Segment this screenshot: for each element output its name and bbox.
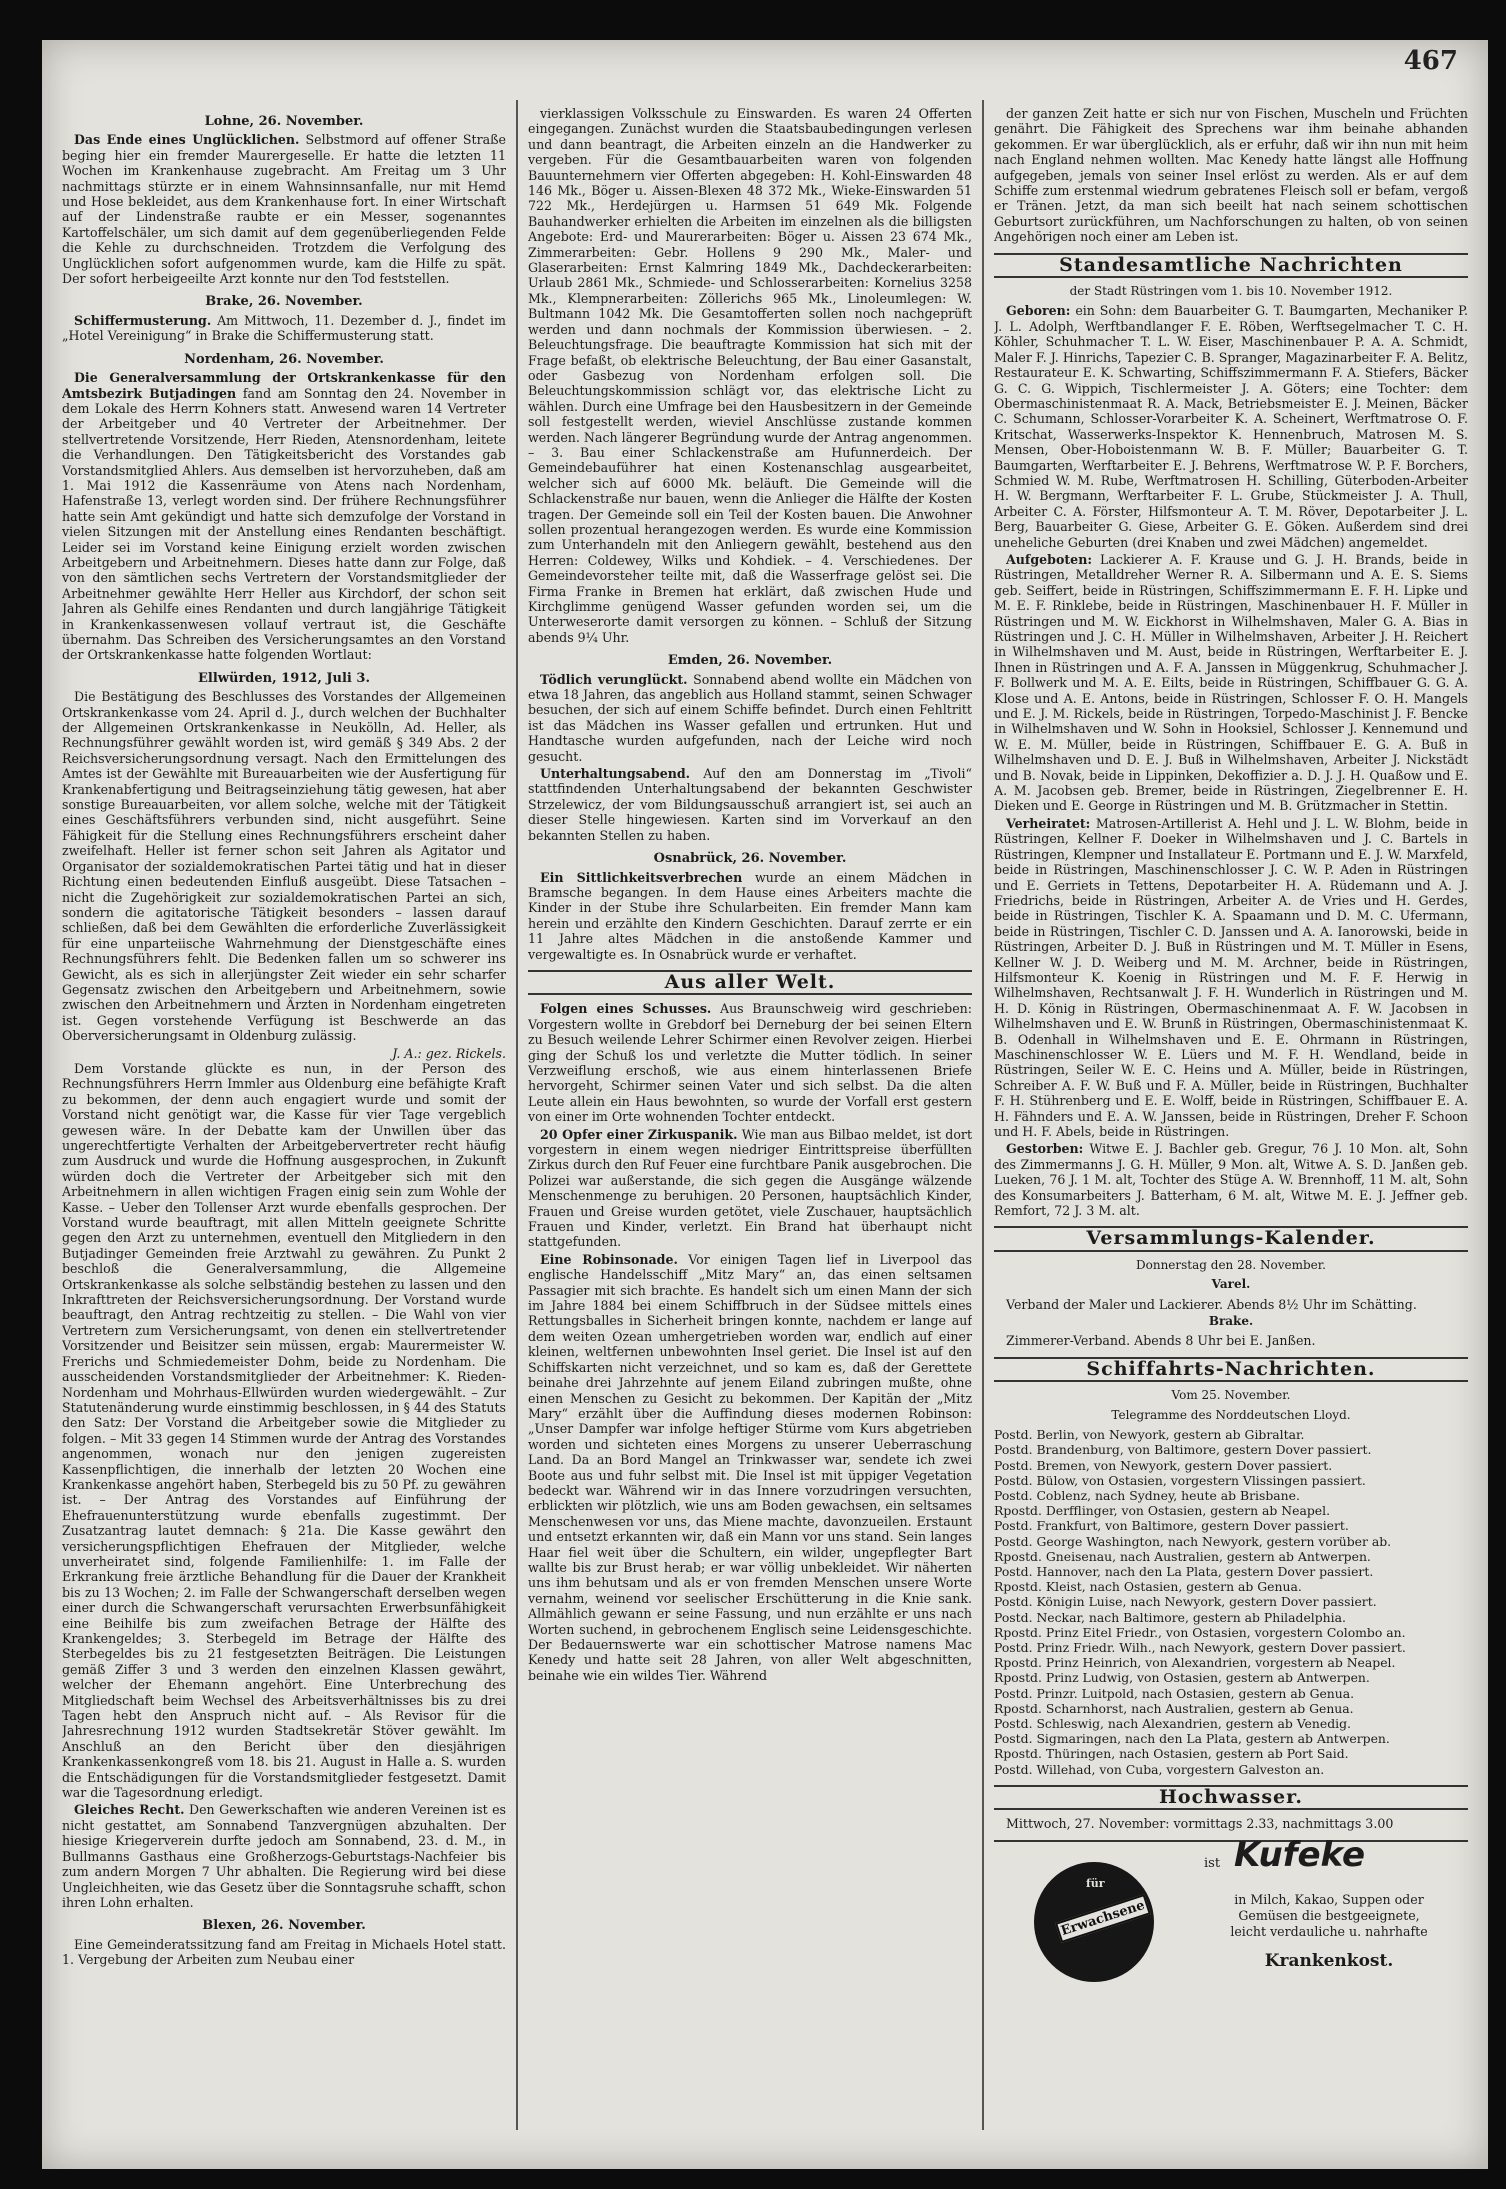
kufeke-advertisement: [994, 1834, 1468, 1982]
article-paragraph: [528, 1252, 972, 1683]
article-text: vierklassigen Volksschule zu Einswarden. Es waren 24 Offerten eingegangen. Zunächst wurden die Staatsbaubedingungen verlesen und dann beantragt, die Arbeiten einzeln an die Handwerker zu vergeben. Für die Gesamtbauarbeiten waren von folgenden Bauunternehmern vier Offerten abgegeben: H. Kohl-Einswarden 48 146 Mk., Böger u. Aissen-Blexen 48 372 Mk., Wieke-Einswarden 51 722 Mk., Herdejürgen u. Harmsen 51 649 Mk. Folgende Bauhandwerker erhielten die Arbeiten im einzelnen als die billigsten Angebote: Erd- und Maurerarbeiten: Böger u. Aissen 23 674 Mk., Zimmerarbeiten: Gebr. Hollens 9 290 Mk., Maler- und Glaserarbeiten: Ernst Kalmring 1849 Mk., Dachdeckerarbeiten: Urlaub 2861 Mk., Schmiede- und Schlosserarbeiten: Kornelius 3258 Mk., Klempnerarbeiten: Zöllerichs 965 Mk., Linoleumlegen: W. Bultmann 1042 Mk. Die Gesamtofferten sollen noch nachgeprüft werden und dann nochmals der Kommission überwiesen. – 2. Beleuchtungsfrage. Die beauftragte Kommission hat sich mit der Frage befaßt, ob elektrische Beleuchtung, der Bau einer Gasanstalt, oder Gasbezug von Nordenham erfolgen soll. Die Beleuchtungskommission schlägt vor, das elektrische Licht zu wählen. Durch eine Umfrage bei den Hausbesitzern in der Gemeinde soll festgestellt werden, wieviel Anschlüsse zustande kommen werden. Nach längerer Begründung wurde der Antrag angenommen. – 3. Bau einer Schlackenstraße am Hufunnerdeich. Der Gemeindebauführer hat einen Kostenanschlag ausgearbeitet, welcher sich auf 6000 Mk. beläuft. Die Gemeinde will die Schlackenstraße nur bauen, wenn die Anlieger die Hälfte der Kosten tragen. Der Gemeinde soll ein Teil der Kosten bauen. Die Anwohner sollen prozentual herangezogen werden. Es wurde eine Kommission zum Unterhandeln mit den Anliegern gewählt, bestehend aus den Herren: Coldewey, Wilks und Kohdiek. – 4. Verschiedenes. Der Gemeindevorsteher teilte mit, daß die Wasserfrage gelöst sei. Die Firma Franke in Bremen hat erklärt, daß zwischen Hude und Kirchglimme genügend Wasser gefunden worden sei, um die Unterweserorte damit versorgen zu können. – Schluß der Sitzung abends 9¼ Uhr.: [528, 106, 972, 645]
column-rule-1: [516, 100, 518, 2130]
article-headline: Gleiches Recht.: [74, 1802, 185, 1818]
subheading: Donnerstag den 28. November.: [1136, 1257, 1326, 1272]
ship-entry: Postd. Brandenburg, von Baltimore, gestern Dover passiert.: [994, 1442, 1372, 1458]
article-text: Sonnabend abend wollte ein Mädchen von etwa 18 Jahren, das angeblich aus Holland stammt, seinen Schwager besuchen, der sich auf einem Schiffe befindet. Durch einen Fehltritt ist das Mädchen ins Wasser gefallen und ertrunken. Hut und Handtasche wurden aufgefunden, nach der Leiche wird noch gesucht.: [528, 671, 972, 764]
article-text: Wie man aus Bilbao meldet, ist dort vorgestern in einem wegen niedriger Eintrittspreise überfüllten Zirkus durch den Ruf Feuer eine furchtbare Panik ausgebrochen. Die Polizei war außerstande, die sich gegen die Ausgänge wälzende Menschenmenge zu beruhigen. 20 Personen, hauptsächlich Kinder, Frauen und Greise wurden getötet, viele Zuschauer, hauptsächlich Frauen und Kinder, verletzt. Ein Brand hat überhaupt nicht stattgefunden.: [528, 1126, 972, 1250]
article-text: wurde an einem Mädchen in Bramsche begangen. In dem Hause eines Arbeiters machte die Kinder in der Stube ihre Schularbeiten. Ein fremder Mann kam herein und erzählte den Kindern Geschichten. Darauf zerrte er ein 11 Jahre altes Mädchen in die anstoßende Kammer und vergewaltigte es. In Osnabrück wurde er verhaftet.: [528, 869, 972, 962]
ship-entry: Postd. Sigmaringen, nach den La Plata, gestern ab Antwerpen.: [994, 1731, 1390, 1747]
section-heading: Schiffahrts-Nachrichten.: [994, 1357, 1468, 1382]
article-paragraph: [528, 766, 972, 843]
ship-entry: Rpostd. Scharnhorst, nach Australien, gestern ab Genua.: [994, 1700, 1354, 1716]
article-paragraph: [994, 1141, 1468, 1218]
ship-entry: Postd. Hannover, nach den La Plata, gestern Dover passiert.: [994, 1563, 1374, 1579]
article-paragraph: [62, 689, 506, 1043]
article-text: Lackierer A. F. Krause und G. J. H. Brands, beide in Rüstringen, Metalldreher Werner R. A. Silbermann und A. E. S. Siems geb. Seiffert, beide in Rüstringen, Schiffszimmermann E. F. H. Lipke und M. E. F. Rinklebe, beide in Rüstringen, Maschinenbauer H. F. Müller in Rüstringen und M. W. Eickhorst in Wilhelmshaven, Maler G. A. Bias in Rüstringen und J. C. H. Müller in Wilhelmshaven, Arbeiter J. H. Reichert in Wilhelmshaven und M. Aust, beide in Rüstringen, Werftarbeiter E. J. Ihnen in Rüstringen und A. F. A. Janssen in Müggenkrug, Schuhmacher J. F. Bollwerk und M. A. E. Eilts, beide in Rüstringen, Schiffbauer G. G. A. Klose und A. E. Antons, beide in Rüstringen, Schlosser F. O. H. Mangels und E. J. M. Rickels, beide in Rüstringen, Torpedo-Maschinist J. F. Bencke in Wilhelmshaven und W. Sohn in Hooksiel, Schlosser J. Kennemund und W. E. M. Müller, beide in Rüstringen, Schiffbauer E. G. A. Buß in Wilhelmshaven und D. E. J. Buß in Wilhelmshaven, Arbeiter J. Nickstädt und B. Novak, beide in Lippinken, Dekoffizier a. D. J. J. H. Quaßow und E. A. M. Jacobsen geb. Bremer, beide in Rüstringen, Ziegelbrenner E. H. Dieken und E. George in Rüstringen und M. B. Grützmacher in Stettin.: [994, 551, 1468, 814]
ad-brand: Kufeke: [1234, 1834, 1366, 1875]
ad-fuer: für: [1086, 1876, 1105, 1890]
section-heading: Versammlungs-Kalender.: [994, 1226, 1468, 1251]
notice-line: Zimmerer-Verband. Abends 8 Uhr bei E. Janßen.: [1006, 1333, 1316, 1349]
article-text: Am Mittwoch, 11. Dezember d. J., findet im „Hotel Vereinigung“ in Brake die Schiffermusterung statt.: [62, 312, 506, 344]
article-headline: Die Generalversammlung der Ortskrankenkasse für den Amtsbezirk Butjadingen: [62, 370, 506, 401]
ship-entry: Postd. Prinz Friedr. Wilh., nach Newyork, gestern Dover passiert.: [994, 1639, 1406, 1655]
column-2: [528, 106, 972, 2166]
signature: J. A.: gez. Rickels.: [392, 1045, 506, 1061]
subheading: der Stadt Rüstringen vom 1. bis 10. November 1912.: [1069, 284, 1393, 299]
article-paragraph: [62, 313, 506, 344]
article-paragraph: [994, 816, 1468, 1140]
article-text: Selbstmord auf offener Straße beging hier ein fremder Maurergeselle. Er hatte die letzten 11 Wochen im Krankenhause zugebracht. Am Freitag um 3 Uhr nachmittags stürzte er in einem Wahnsinnsanfalle, nur mit Hemd und Hose bekleidet, aus dem Krankenhause fort. In einer Wirtschaft auf der Lindenstraße raubte er ein Messer, sogenanntes Kartoffelschäler, um sich damit auf dem gegenüberliegenden Felde die Kehle zu durchschneiden. Trotzdem die Verfolgung des Unglücklichen sofort aufgenommen wurde, kam die Hilfe zu spät. Der sofort herbeigeeilte Arzt konnte nur den Tod feststellen.: [62, 132, 506, 287]
column-1: [62, 106, 506, 2166]
column-rule-2: [982, 100, 984, 2130]
article-paragraph: [994, 552, 1468, 814]
ad-line-3: leicht verdauliche u. nahrhafte: [1230, 1923, 1428, 1939]
ship-entry: Postd. Bülow, von Ostasien, vorgestern Vlissingen passiert.: [994, 1472, 1366, 1488]
article-headline: Unterhaltungsabend.: [540, 766, 691, 782]
article-paragraph: [528, 1001, 972, 1124]
subheading: Vom 25. November.: [1171, 1388, 1291, 1403]
dateline: Brake, 26. November.: [205, 294, 363, 310]
article-paragraph: [528, 672, 972, 764]
article-paragraph: [62, 370, 506, 663]
ad-ist: ist: [1204, 1855, 1221, 1871]
ship-entry: Postd. Frankfurt, von Baltimore, gestern Dover passiert.: [994, 1518, 1349, 1534]
dateline: Emden, 26. November.: [667, 653, 833, 669]
dateline: Nordenham, 26. November.: [184, 351, 384, 367]
article-headline: Folgen eines Schusses.: [540, 1001, 712, 1017]
subheading: Brake.: [1208, 1314, 1254, 1329]
ship-entry: Postd. George Washington, nach Newyork, gestern vorüber ab.: [994, 1533, 1392, 1549]
dateline: Blexen, 26. November.: [202, 1918, 366, 1934]
ship-entry: Rpostd. Prinz Eitel Friedr., von Ostasien, vorgestern Colombo an.: [994, 1624, 1406, 1640]
article-text: Auf den am Donnerstag im „Tivoli“ stattfindenden Unterhaltungsabend der bekannten Geschwister Strzelewicz, der vom Bildungsausschuß arrangiert ist, sei auch an dieser Stelle hingewiesen. Karten sind im Vorverkauf an den bekannten Stellen zu haben.: [528, 766, 972, 843]
dateline: Osnabrück, 26. November.: [653, 851, 847, 867]
article-text: fand am Sonntag den 24. November in dem Lokale des Herrn Kohners statt. Anwesend waren 14 Vertreter der Arbeitgeber und 40 Vertreter der Arbeitnehmer. Der stellvertretende Vorsitzende, Herr Rieden, Atensnordenham, leitete die Verhandlungen. Den Tätigkeitsbericht des Vorstandes gab Vorstandsmitglied Ahlers. Aus demselben ist hervorzuheben, daß am 1. Mai 1912 die Kassenräume von Atens nach Nordenham, Hafenstraße 13, verlegt worden sind. Der frühere Rechnungsführer hatte sein Amt gekündigt und hatte sich demzufolge der Vorstand in vielen Sitzungen mit der Anstellung eines Rendanten beschäftigt. Leider sei im Vorstand keine Einigung erzielt worden zwischen Arbeitgebern und Arbeitnehmern. Dieses hatte dann zur Folge, daß von den sämtlichen sechs Vertretern der Vorstandsmitglieder der Arbeitnehmer gewählte Herr Heller aus Kirchdorf, der schon seit Jahren als Gehilfe eines Rendanten und durch langjährige Tätigkeit in Krankenkassenwesen vollauf vertraut ist, die Geschäfte übernahm. Das Schreiben des Versicherungsamtes an den Vorstand der Ortskrankenkasse hatte folgenden Wortlaut:: [62, 385, 506, 663]
ship-entry: Postd. Neckar, nach Baltimore, gestern ab Philadelphia.: [994, 1609, 1346, 1625]
column-3-articles: [994, 106, 1468, 1832]
article-headline: Tödlich verunglückt.: [540, 671, 688, 687]
section-heading: Hochwasser.: [994, 1785, 1468, 1810]
ship-entry: Rpostd. Thüringen, nach Ostasien, gestern ab Port Said.: [994, 1746, 1349, 1762]
ad-line-1: in Milch, Kakao, Suppen oder: [1234, 1891, 1424, 1907]
dateline: Lohne, 26. November.: [204, 114, 364, 129]
article-headline: Verheiratet:: [1006, 815, 1091, 831]
article-text: Matrosen-Artillerist A. Hehl und J. L. W. Blohm, beide in Rüstringen, Kellner F. Doeker in Wilhelmshaven und J. C. Bartels in Rüstringen, Klempner und Installateur E. Portmann und E. J. W. Marxfeld, beide in Rüstringen, Maschinenschlosser J. C. W. P. Aden in Rüstringen und E. Gerriets in Tettens, Depotarbeiter H. A. Rüdemann und A. J. Friedrichs, beide in Rüstringen, Arbeiter A. de Vries und H. Gerdes, beide in Rüstringen, Tischler K. A. Spaamann und D. M. C. Ufermann, beide in Rüstringen, Tischler C. D. Janssen und A. A. Ianorowski, beide in Rüstringen, Arbeiter D. J. Buß in Rüstringen und M. T. Müller in Esens, Kellner W. J. D. Weiberg und M. M. Archner, beide in Rüstringen, Hilfsmonteur K. Koenig in Rüstringen und M. F. F. Herwig in Wilhelmshaven, Rechtsanwalt J. F. H. Wunderlich in Rüstringen und M. H. D. König in Rüstringen, Obermaschinenmaat A. F. W. Jacobsen in Wilhelmshaven und E. W. Brunß in Rüstringen, Obermaschinistenmaat K. B. Odenhall in Wilhelmshaven und E. E. Ohrmann in Rüstringen, Maschinenschlosser W. E. Lüers und M. F. H. Wendland, beide in Rüstringen, Seiler W. E. C. Heins und A. Müller, beide in Rüstringen, Schreiber A. F. W. Buß und F. A. Müller, beide in Rüstringen, Buchhalter F. H. Stührenberg und E. E. Wolff, beide in Rüstringen, Schiffbauer E. A. H. Fähnders und E. A. W. Janssen, beide in Rüstringen, Dreher F. Schoon und H. F. Abels, beide in Rüstringen.: [994, 815, 1468, 1139]
article-text: Dem Vorstande glückte es nun, in der Person des Rechnungsführers Herrn Immler aus Oldenburg eine befähigte Kraft zu bekommen, der denn auch engagiert wurde und somit der Vorstand nicht genötigt war, die Kasse für vier Tage vergeblich gewesen wäre. In der Debatte kam der Unwillen über das ungerechtfertigte Verhalten der Arbeitgebervertreter recht häufig zum Ausdruck und wurde die Hoffnung ausgesprochen, in Zukunft würden doch die Vertreter der Arbeitgeber sich mit den Arbeitnehmern in allen wichtigen Fragen einig sein zum Wohle der Kasse. – Ueber den Tollenser Arzt wurde ebenfalls gesprochen. Der Vorstand wurde beauftragt, mit allen Mitteln geeignete Schritte gegen den Arzt zu unternehmen, eventuell den Mitgliedern in den Butjadinger Gemeinden freie Arztwahl zu gewähren. Zu Punkt 2 beschloß die Generalversammlung, die Allgemeine Ortskrankenkasse als solche selbständig bestehen zu lassen und den Inkrafttreten der Reichsversicherungsordnung. Der Vorstand wurde beauftragt, den Antrag rechtzeitig zu stellen. – Die Wahl von vier Vertretern zum Versicherungsamt, von denen ein stellvertretender Vorsitzender und Beisitzer sein müssen, ergab: Maurermeister W. Frerichs und Schmiedemeister Dohm, beide zu Nordenham. Die ausscheidenden Vorstandsmitglieder der Arbeitnehmer: K. Rieden-Nordenham und Mohrhaus-Ellwürden wurden wiedergewählt. – Zur Statutenänderung wurde einstimmig beschlossen, in § 44 des Statuts den Satz: Der Vorstand die Arbeitgeber sowie die Mitglieder zu folgen. – Mit 33 gegen 14 Stimmen wurde der Antrag des Vorstandes angenommen, wonach nur den jenigen zugereisten Kassenpflichtigen, die innerhalb der letzten 20 Wochen eine Krankenkasse angehört haben, Sterbegeld bis zu 50 Pf. zu gewähren ist. – Der Antrag des Vorstandes auf Einführung der Ehefrauenunterstützung wurde ebenfalls zugestimmt. Der Zusatzantrag lautet demnach: § 21a. Die Kasse gewährt den versicherungspflichtigen Ehefrauen der Mitglieder, welche unverheiratet sind, folgende Familienhilfe: 1. im Falle der Erkrankung freie ärztliche Behandlung für die Dauer der Krankheit bis zu 13 Wochen; 2. im Falle der Schwangerschaft derselben wegen einer durch die Schwangerschaft verursachten Erwerbsunfähigkeit eine Beihilfe bis zum zweifachen Betrage der Hälfte des Krankengeldes; 3. Sterbegeld im Betrage der Hälfte des Sterbegeldes bis zu 21 festgesetzten Beiträgen. Die Leistungen gemäß Ziffer 3 und 3 werden den einzelnen Klassen gewährt, welcher der Ehemann angehört. Eine Unterbrechung des Mitgliedschaft beim Wechsel des Arbeitsverhältnisses bis zu drei Tagen hebt den Anspruch nicht auf. – Als Revisor für die Jahresrechnung 1912 wurden Stadtsekretär Stöver gewählt. Im Anschluß an den Bericht über den diesjährigen Krankenkassenkongreß vom 18. bis 21. August in Halle a. S. wurden die Entschädigungen für die Vorstandsmitglieder festgesetzt. Damit war die Tagesordnung erledigt.: [62, 1060, 506, 1801]
article-headline: Geboren:: [1006, 303, 1071, 319]
dateline: Ellwürden, 1912, Juli 3.: [198, 670, 370, 686]
ship-entry: Postd. Berlin, von Newyork, gestern ab Gibraltar.: [994, 1427, 1305, 1443]
page-number: 467: [1403, 46, 1458, 76]
subheading: Varel.: [1211, 1277, 1251, 1292]
article-paragraph: [62, 1937, 506, 1968]
ship-entry: Rpostd. Gneisenau, nach Australien, gestern ab Antwerpen.: [994, 1548, 1371, 1564]
article-headline: 20 Opfer einer Zirkuspanik.: [540, 1126, 738, 1142]
article-text: der ganzen Zeit hatte er sich nur von Fischen, Muscheln und Früchten genährt. Die Fähigkeit des Sprechens war ihm beinahe abhanden gekommen. Er war überglücklich, als er erfuhr, daß wir ihn nun mit heim nach England nehmen wollten. Mac Kenedy hatte längst alle Hoffnung aufgegeben, jemals von seiner Insel erlöst zu werden. Als er auf dem Schiffe zum erstenmal wiedrum gebratenes Fleisch soll er befam, vergoß er Tränen. Jetzt, da man sich beeilt hat nach seinem schottischen Geburtsort zurückführen, um Nachforschungen zu halten, ob von seinen Angehörigen noch einer am Leben ist.: [994, 106, 1468, 245]
ship-entry: Rpostd. Prinz Heinrich, von Alexandrien, vorgestern ab Neapel.: [994, 1655, 1396, 1671]
article-paragraph: [62, 132, 506, 286]
ship-entry: Postd. Königin Luise, nach Newyork, gestern Dover passiert.: [994, 1594, 1377, 1610]
ship-entry: Postd. Bremen, von Newyork, gestern Dover passiert.: [994, 1457, 1333, 1473]
article-text: Die Bestätigung des Beschlusses des Vorstandes der Allgemeinen Ortskrankenkasse vom 24. April d. J., durch welchen der Buchhalter der Allgemeinen Ortskrankenkasse in Neukölln, Ad. Heller, als Rechnungsführer gewählt worden ist, wird gemäß § 349 Abs. 2 der Reichsversicherungsordnung versagt. Nach den Ermittelungen des Amtes ist der Gewählte mit Bureauarbeiten wie der Ausfertigung für Krankenabfertigung und Beitragseinziehung tätig gewesen, hat aber sonstige Bureauarbeiten, vor allem solche, welche mit der Tätigkeit eines Geschäftsführers verbunden sind, nicht ausgeführt. Seine Fähigkeit für die Stellung eines Rechnungsführers erscheint daher zweifelhaft. Heller ist ferner schon seit Jahren als Agitator und Organisator der sozialdemokratischen Partei tätig und hat in dieser Richtung einen bedeutenden Einfluß ausgeübt. Diese Tatsachen – nicht die Zugehörigkeit zur sozialdemokratischen Partei an sich, sondern die agitatorische Tätigkeit besonders – lassen darauf schließen, daß bei dem Gewählten die erforderliche Zuverlässigkeit für eine unparteiische Wahrnehmung der Dienstgeschäfte eines Rechnungsführers fehlt. Die Bedenken fallen um so schwerer ins Gewicht, als es sich in allerjüngster Zeit wieder ein sehr scharfer Gegensatz zwischen den Arbeitgebern und Arbeitnehmern, sowie zwischen den Arbeitnehmern und Ärzten in Nordenham eingetreten ist. Gegen vorstehende Verfügung ist Beschwerde an das Oberversicherungsamt in Oldenburg zulässig.: [62, 689, 506, 1044]
ad-stamp: Erwachsene: [1055, 1894, 1151, 1943]
article-text: Vor einigen Tagen lief in Liverpool das englische Handelsschiff „Mitz Mary“ an, das einen seltsamen Passagier mit sich brachte. Es handelt sich um einen Mann der sich im Jahre 1884 bei einem Schiffbruch in der Südsee mittels eines Rettungsballes in Sicherheit bringen konnte, nachdem er lange auf dem weiten Ozean umhergetrieben worden war, endlich auf einer kleinen, weltfernen unbewohnten Insel geriet. Die Insel ist auf den Schiffskarten nicht verzeichnet, und so kam es, daß der Gerettete beinahe drei Jahrzehnte auf jenem Eiland zubringen mußte, ohne einen Menschen zu Gesicht zu bekommen. Der Kapitän der „Mitz Mary“ erzählt über die Auffindung dieses modernen Robinson: „Unser Dampfer war infolge heftiger Stürme vom Kurs abgetrieben worden und sichteten eines Morgens zu unserer Ueberraschung Land. Da an Bord Mangel an Trinkwasser war, sendete ich zwei Boote aus und fuhr selbst mit. Die Insel ist mit üppiger Vegetation bedeckt war. Während wir in das Innere vorzudringen versuchten, erblickten wir plötzlich, wie uns am Boden gewachsen, ein seltsames Menschenwesen vor uns, das Miene machte, davonzueilen. Erstaunt und entsetzt erkannten wir, daß ein Mann vor uns stand. Sein langes Haar fiel weit über die Schultern, ein wilder, ungepflegter Bart wallte bis zur Brust herab; er war völlig unbekleidet. Wir näherten uns ihm behutsam und als er von fremden Menschen unsere Worte vernahm, weinend vor seelischer Erschütterung in die Knie sank. Allmählich gewann er seine Fassung, und nun erzählte er uns nach Worten suchend, in gebrochenem Englisch seine Leidensgeschichte. Der Bedauernswerte war ein schottischer Matrose namens Mac Kenedy und hatte seit 28 Jahren, von aller Welt abgeschnitten, beinahe wie ein wildes Tier. Während: [528, 1251, 972, 1683]
ad-line-2: Gemüsen die bestgeeignete,: [1238, 1907, 1420, 1923]
article-paragraph: [528, 106, 972, 645]
notice-line: Mittwoch, 27. November: vormittags 2.33, nachmittags 3.00: [1006, 1816, 1394, 1832]
ship-entry: Postd. Willehad, von Cuba, vorgestern Galveston an.: [994, 1761, 1325, 1777]
ship-entry: Postd. Prinzr. Luitpold, nach Ostasien, gestern ab Genua.: [994, 1685, 1355, 1701]
article-paragraph: [528, 870, 972, 962]
article-text: Witwe E. J. Bachler geb. Gregur, 76 J. 10 Mon. alt, Sohn des Zimmermanns J. G. H. Müller, 9 Mon. alt, Witwe A. S. D. Janßen geb. Lueken, 76 J. 1 M. alt, Tochter des Stüge A. W. Brennhoff, 11 M. alt, Sohn des Konsumarbeiters J. Batterham, 6 M. alt, Witwe M. E. J. Jeffner geb. Remfort, 72 J. 3 M. alt.: [994, 1141, 1468, 1219]
article-text: Aus Braunschweig wird geschrieben: Vorgestern wollte in Grebdorf bei Derneburg der bei seinen Eltern zu Besuch weilende Lehrer Schirmer einen Revolver zeigen. Hierbei ging der Schuß los und verletzte die Mutter tödlich. In seiner Verzweiflung erschoß, wie aus einem hinterlassenen Briefe hervorgeht, Schirmer seinen Vater und sich selbst. Da die alten Leute allein ein Haus bewohnten, so wurde der Vorfall erst gestern von einer im Orte wohnenden Tochter entdeckt.: [528, 1001, 972, 1125]
article-headline: Eine Robinsonade.: [540, 1251, 678, 1267]
article-paragraph: [528, 1127, 972, 1250]
article-text: Eine Gemeinderatssitzung fand am Freitag in Michaels Hotel statt. 1. Vergebung der Arbeiten zum Neubau einer: [62, 1936, 506, 1968]
article-headline: Schiffermusterung.: [74, 312, 212, 328]
article-paragraph: [62, 1061, 506, 1801]
ship-entry: Postd. Schleswig, nach Alexandrien, gestern ab Venedig.: [994, 1715, 1351, 1731]
ship-entry: Rpostd. Kleist, nach Ostasien, gestern ab Genua.: [994, 1579, 1302, 1595]
newspaper-page: [42, 40, 1488, 2169]
article-headline: Ein Sittlichkeitsverbrechen: [540, 869, 743, 885]
ship-entry: Rpostd. Prinz Ludwig, von Ostasien, gestern ab Antwerpen.: [994, 1670, 1370, 1686]
article-headline: Aufgeboten:: [1006, 551, 1093, 567]
article-headline: Gestorben:: [1006, 1141, 1084, 1157]
ship-entry: Postd. Coblenz, nach Sydney, heute ab Brisbane.: [994, 1487, 1300, 1503]
article-paragraph: [994, 106, 1468, 245]
article-headline: Das Ende eines Unglücklichen.: [74, 132, 300, 148]
section-heading: Standesamtliche Nachrichten: [994, 253, 1468, 278]
ad-line-4: Krankenkost.: [1264, 1950, 1394, 1971]
subheading: Telegramme des Norddeutschen Lloyd.: [1111, 1407, 1351, 1422]
article-text: ein Sohn: dem Bauarbeiter G. T. Baumgarten, Mechaniker P. J. L. Adolph, Werftbandlanger F. E. Röben, Werftsegelmacher T. C. H. Köhler, Schuhmacher T. L. W. Eiser, Maschinenbauer P. A. A. Schmidt, Maler F. J. Hinrichs, Tapezier C. B. Spranger, Magazinarbeiter F. A. Belitz, Restaurateur E. K. Schwarting, Schiffszimmermann F. A. Stiefers, Bäcker G. C. G. Wippich, Tischlermeister J. A. Göters; eine Tochter: dem Obermaschinistenmaat R. A. Mack, Betriebsmeister E. J. Meinen, Bäcker C. Schumann, Schlosser-Vorarbeiter K. A. Scheinert, Werftmatrose O. F. Kritschat, Wasserwerks-Inspektor K. Hennenbruch, Matrosen M. S. Mensen, Ober-Hoboistenmann W. B. F. Müller; Bauarbeiter G. T. Baumgarten, Werftarbeiter E. J. Behrens, Werftmatrose W. P. F. Borchers, Schmied W. M. Rube, Werftmatrosen H. Schilling, Güterboden-Arbeiter H. W. Bergmann, Werftarbeiter F. L. Grube, Stückmeister J. A. Thull, Arbeiter C. A. Förster, Hilfsmonteur A. T. M. Röver, Depotarbeiter J. L. Berg, Bauarbeiter G. Giese, Arbeiter G. E. Göken. Außerdem sind drei uneheliche Geburten (drei Knaben und zwei Mädchen) angemeldet.: [994, 303, 1468, 550]
article-paragraph: [994, 303, 1468, 550]
article-text: Den Gewerkschaften wie anderen Vereinen ist es nicht gestattet, am Sonnabend Tanzvergnügen abzuhalten. Der hiesige Kriegerverein durfte jedoch am Sonnabend, 23. d. M., in Bullmanns Gasthaus eine Großherzogs-Geburtstags-Nachfeier bis zum andern Morgen 7 Uhr abhalten. Die Regierung wird bei diese Ungleichheiten, wie das Gesetz über die Sonntagsruhe schafft, schon ihren Lohn erhalten.: [62, 1802, 506, 1910]
ship-entry: Rpostd. Derfflinger, von Ostasien, gestern ab Neapel.: [994, 1503, 1331, 1519]
column-3: [994, 106, 1468, 2166]
notice-line: Verband der Maler und Lackierer. Abends 8½ Uhr im Schätting.: [1006, 1296, 1417, 1312]
section-heading: Aus aller Welt.: [528, 970, 972, 995]
article-paragraph: [62, 1802, 506, 1910]
